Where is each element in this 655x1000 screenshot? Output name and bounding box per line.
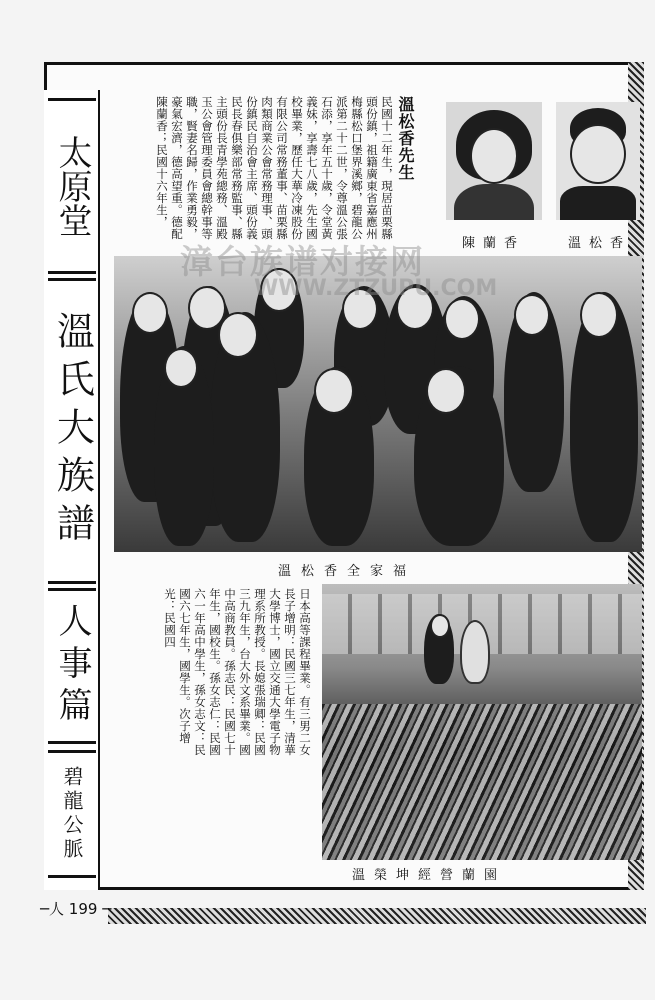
portrait-caption-left: 陳蘭香 (462, 236, 526, 251)
section-name: 人事篇 (48, 588, 96, 744)
bio-heading: 溫松香先生 (396, 96, 415, 181)
family-members-text: 日本高等課程畢業。有三男二女長子增明：民國三七年生，清華大學博士，國立交通大學電子物理系所教授。長媳張瑞卿：民國三九年生，台大外文系畢業。國中高商教員。孫志民：民國七十年生，國校生。孫女志仁：民國六一年高中學生，孫女志文：民國六七年生，國學生。次子增光：民國四 (163, 588, 312, 756)
bottom-border-pattern (108, 908, 646, 924)
sidebar (44, 90, 100, 890)
orchid-photo-caption: 溫榮坤經營蘭園 (352, 868, 507, 883)
watermark: 漳台族谱对接网 (180, 242, 425, 281)
portrait-chen-lanxiang (446, 102, 542, 220)
watermark-url: WWW.ZTZUPU.COM (254, 276, 498, 301)
branch-name: 碧龍公脈 (48, 750, 96, 878)
portrait-caption-right: 溫松香 (568, 236, 632, 251)
bio-text: 民國十二年生，現居苗栗縣頭份鎮，祖籍廣東省嘉應州梅縣松口堡界溪鄉，碧龍公派第二十二世，令尊溫公張石添，享年五十歲，令堂黃義妹，享壽七八歲，先生國校畢業，歷任大華冷凍股份有限公司常務董事、苗栗縣肉類商業公會常務理事、頭份鎮民自治會主席、頭份義民長春俱樂部常務監事、縣主頭份長青學苑總務、溫殿玉公會管理委員會總幹事等職，賢妻名歸，作業勇毅，豪氣宏濟，德高望重。德配陳蘭香；民國十六年生， (155, 96, 394, 240)
family-photo-caption: 溫松香全家福 (278, 564, 417, 579)
genealogy-title: 溫氏大族譜 (48, 278, 96, 584)
page-number: ─人 199 ─ (40, 900, 112, 918)
orchid-garden-photo (322, 584, 642, 860)
portrait-wen-songxiang (556, 102, 640, 220)
hall-name: 太原堂 (48, 98, 96, 274)
